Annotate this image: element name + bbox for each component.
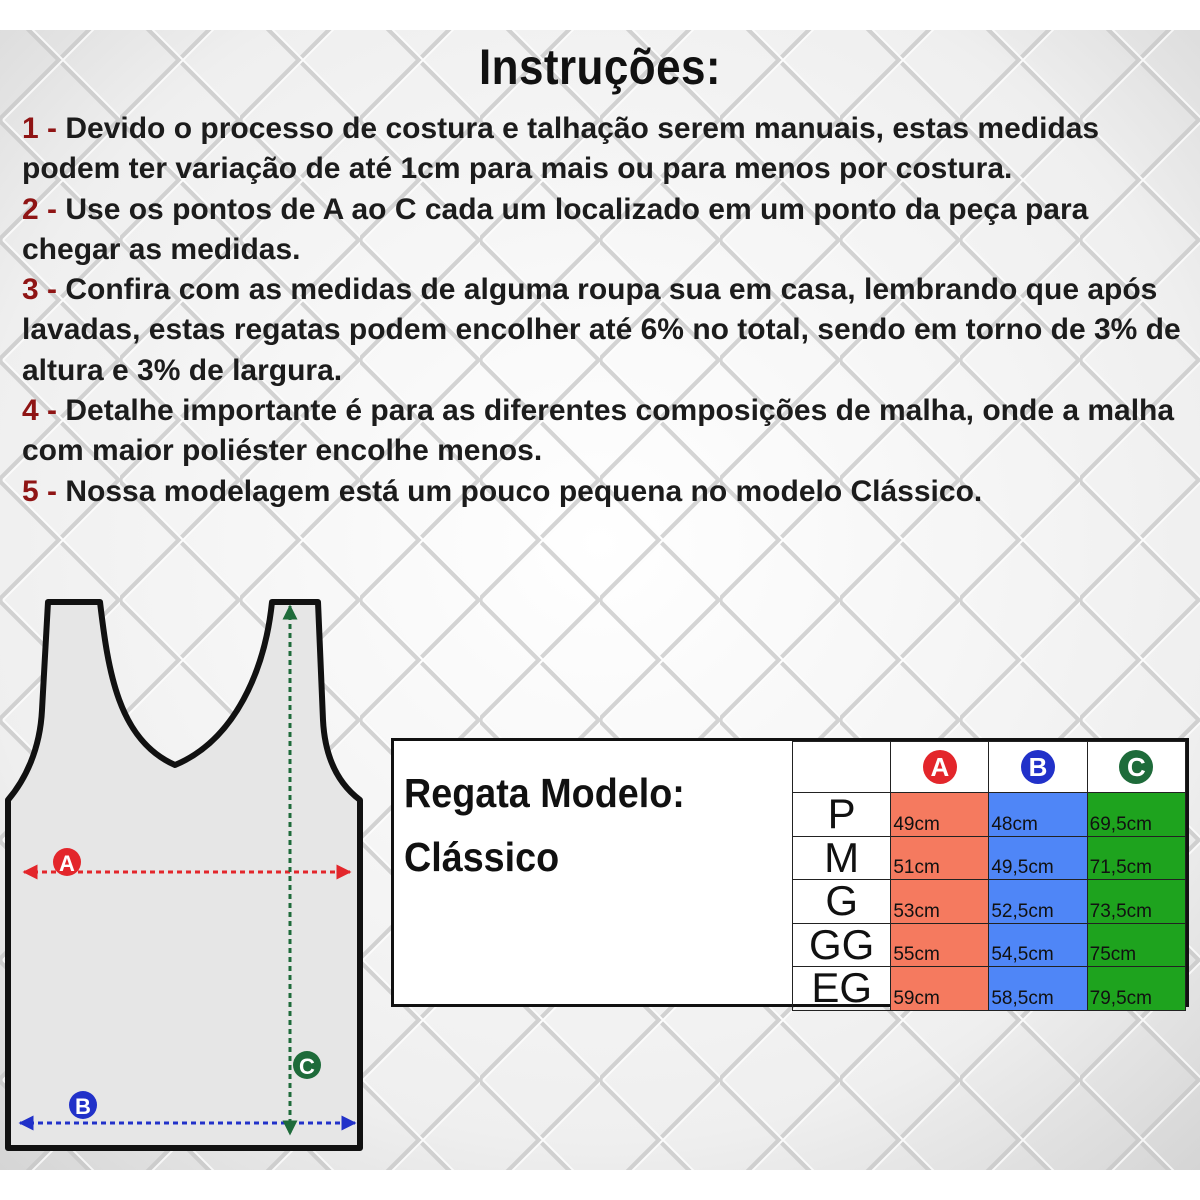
measurement-cell: 54,5cm	[989, 923, 1087, 967]
size-chart-row	[793, 836, 1186, 880]
instruction-item	[22, 391, 1192, 472]
page-title: Instruções:	[478, 39, 721, 95]
size-chart-header-row	[793, 742, 1186, 793]
instruction-number: 5 -	[22, 474, 58, 508]
instruction-text: Detalhe importante é para as diferentes composições de malha, onde a malha com maior poliéster encolhe menos.	[22, 394, 1175, 468]
size-label: G	[793, 880, 891, 924]
size-label: P	[793, 793, 891, 837]
measurement-cell: 71,5cm	[1087, 836, 1185, 880]
instruction-number: 4 -	[22, 394, 58, 428]
measurement-cell: 75cm	[1087, 923, 1185, 967]
measurement-cell: 52,5cm	[989, 880, 1087, 924]
measure-b-badge: B	[1021, 750, 1055, 784]
size-label: M	[793, 836, 891, 880]
size-chart-row	[793, 967, 1186, 1011]
model-title-line2: Clássico	[404, 834, 560, 880]
measurement-cell: 59cm	[891, 967, 989, 1011]
size-chart-table	[792, 741, 1186, 1011]
point-a-label: A	[59, 851, 75, 876]
point-a-badge	[53, 848, 81, 876]
size-chart-column-header	[989, 742, 1087, 793]
measurement-cell: 58,5cm	[989, 967, 1087, 1011]
measurement-cell: 48cm	[989, 793, 1087, 837]
measurement-cell: 69,5cm	[1087, 793, 1185, 837]
measure-a-badge: A	[923, 750, 957, 784]
tank-top-diagram	[0, 590, 380, 1160]
measurement-cell: 73,5cm	[1087, 880, 1185, 924]
model-title	[404, 761, 685, 889]
instruction-item	[22, 472, 1192, 512]
size-chart-row	[793, 880, 1186, 924]
point-b-label: B	[75, 1094, 91, 1119]
instruction-text: Devido o processo de costura e talhação serem manuais, estas medidas podem ter variação de até 1cm para mais ou para menos por costura.	[22, 112, 1100, 186]
instruction-number: 2 -	[22, 192, 58, 226]
instruction-number: 1 -	[22, 112, 58, 145]
size-label: GG	[793, 923, 891, 967]
instruction-text: Nossa modelagem está um pouco pequena no modelo Clássico.	[65, 474, 983, 508]
size-label: EG	[793, 967, 891, 1011]
measurement-cell: 53cm	[891, 880, 989, 924]
point-c-badge	[293, 1051, 321, 1079]
size-chart-row	[793, 923, 1186, 967]
measure-c-badge: C	[1119, 750, 1153, 784]
instruction-item	[22, 270, 1192, 391]
instruction-item	[22, 109, 1192, 190]
instructions-list	[22, 109, 1192, 512]
point-c-label: C	[299, 1054, 315, 1079]
instruction-item	[22, 190, 1192, 271]
size-chart-column-header	[891, 742, 989, 793]
size-chart-column-header	[1087, 742, 1185, 793]
size-chart-corner-cell	[793, 742, 891, 793]
measurement-cell: 49,5cm	[989, 836, 1087, 880]
model-title-line1: Regata Modelo:	[404, 770, 685, 816]
measurement-cell: 51cm	[891, 836, 989, 880]
point-b-badge	[69, 1091, 97, 1119]
measurement-cell: 79,5cm	[1087, 967, 1185, 1011]
instruction-text: Use os pontos de A ao C cada um localizado em um ponto da peça para chegar as medidas.	[22, 192, 1089, 266]
size-chart-panel	[391, 738, 1189, 1012]
measurement-cell: 49cm	[891, 793, 989, 837]
instruction-text: Confira com as medidas de alguma roupa sua em casa, lembrando que após lavadas, estas regatas podem encolher até 6% no total, sendo em torno de 3% de altura e 3% de largura.	[22, 273, 1181, 387]
measurement-cell: 55cm	[891, 923, 989, 967]
size-chart-row	[793, 793, 1186, 837]
instruction-number: 3 -	[22, 273, 58, 307]
